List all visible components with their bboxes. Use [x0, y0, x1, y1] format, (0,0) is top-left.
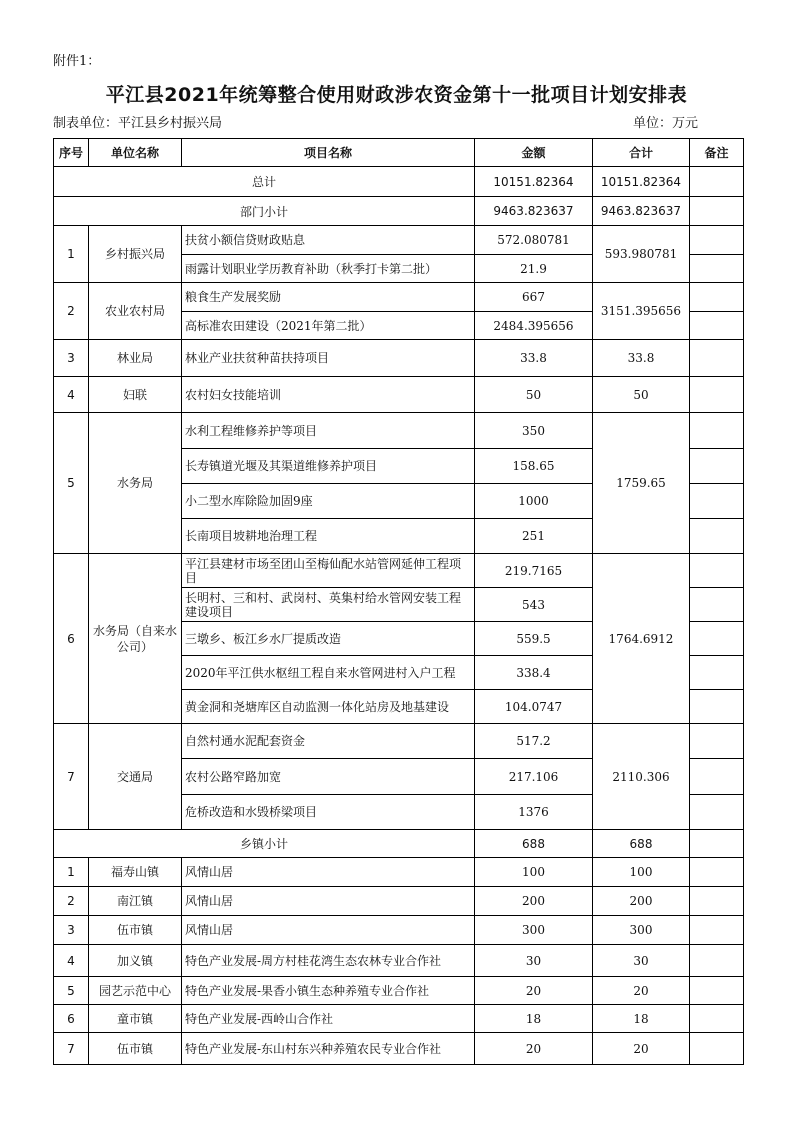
table-row: 小二型水库除险加固9座 1000: [54, 484, 744, 519]
table-row: 4 妇联 农村妇女技能培训 50 50: [54, 377, 744, 413]
table-row: 5 园艺示范中心 特色产业发展-果香小镇生态种养殖专业合作社 20 20: [54, 977, 744, 1005]
header-seq: 序号: [54, 139, 89, 167]
table-row: 1 乡村振兴局 扶贫小额信贷财政贴息 572.080781 593.980781: [54, 226, 744, 255]
header-row: [54, 139, 744, 167]
dept-subtotal-amount: 9463.823637: [475, 197, 593, 226]
grand-total-amount: 10151.82364: [475, 167, 593, 197]
table-row: 长寿镇道光堰及其渠道维修养护项目 158.65: [54, 449, 744, 484]
table-row: 危桥改造和水毁桥梁项目 1376: [54, 795, 744, 830]
table-row: 长南项目坡耕地治理工程 251: [54, 519, 744, 554]
header-project: 项目名称: [182, 139, 475, 167]
table-row: 高标准农田建设（2021年第二批） 2484.395656: [54, 312, 744, 340]
table-row: 黄金洞和尧塘库区自动监测一体化站房及地基建设 104.0747: [54, 690, 744, 724]
table-row: 2 南江镇 风情山居 200 200: [54, 887, 744, 916]
table-row: 3 林业局 林业产业扶贫种苗扶持项目 33.8 33.8: [54, 340, 744, 377]
town-subtotal-total: 688: [593, 830, 690, 858]
table-row: 7 交通局 自然村通水泥配套资金 517.2 2110.306: [54, 724, 744, 759]
table-row: 4 加义镇 特色产业发展-周方村桂花湾生态农林专业合作社 30 30: [54, 945, 744, 977]
table-row: 长明村、三和村、武岗村、英集村给水管网安装工程建设项目 543: [54, 588, 744, 622]
grand-total-row: [54, 167, 744, 197]
dept-subtotal-label: 部门小计: [54, 197, 475, 226]
town-subtotal-row: [54, 830, 744, 858]
header-unit-name: 单位名称: [89, 139, 182, 167]
table-row: 6 水务局（自来水公司） 平江县建材市场至团山至梅仙配水站管网延伸工程项目 219.7165 1764.6912: [54, 554, 744, 588]
table-row: 雨露计划职业学历教育补助（秋季打卡第二批） 21.9: [54, 255, 744, 283]
allocation-table: [53, 138, 744, 1065]
header-total: 合计: [593, 139, 690, 167]
page-title: 平江县2021年统筹整合使用财政涉农资金第十一批项目计划安排表: [105, 84, 688, 106]
header-note: 备注: [690, 139, 744, 167]
dept-subtotal-row: [54, 197, 744, 226]
dept-subtotal-total: 9463.823637: [593, 197, 690, 226]
header-amount: 金额: [475, 139, 593, 167]
table-row: 农村公路窄路加宽 217.106: [54, 759, 744, 795]
table-row: 2020年平江供水枢纽工程自来水管网进村入户工程 338.4: [54, 656, 744, 690]
grand-total-label: 总计: [54, 167, 475, 197]
grand-total-total: 10151.82364: [593, 167, 690, 197]
table-row: 三墩乡、板江乡水厂提质改造 559.5: [54, 622, 744, 656]
table-row: 5 水务局 水利工程维修养护等项目 350 1759.65: [54, 413, 744, 449]
table-row: 2 农业农村局 粮食生产发展奖励 667 3151.395656: [54, 283, 744, 312]
town-subtotal-amount: 688: [475, 830, 593, 858]
maker-label: 制表单位：平江县乡村振兴局: [53, 116, 223, 131]
unit-label: 单位：万元: [633, 116, 699, 131]
town-subtotal-label: 乡镇小计: [54, 830, 475, 858]
table-row: 6 童市镇 特色产业发展-西岭山合作社 18 18: [54, 1005, 744, 1033]
table-row: 3 伍市镇 风情山居 300 300: [54, 916, 744, 945]
attachment-label: 附件1：: [53, 54, 101, 69]
table-row: 1 福寿山镇 风情山居 100 100: [54, 858, 744, 887]
table-row: 7 伍市镇 特色产业发展-东山村东兴种养殖农民专业合作社 20 20: [54, 1033, 744, 1065]
